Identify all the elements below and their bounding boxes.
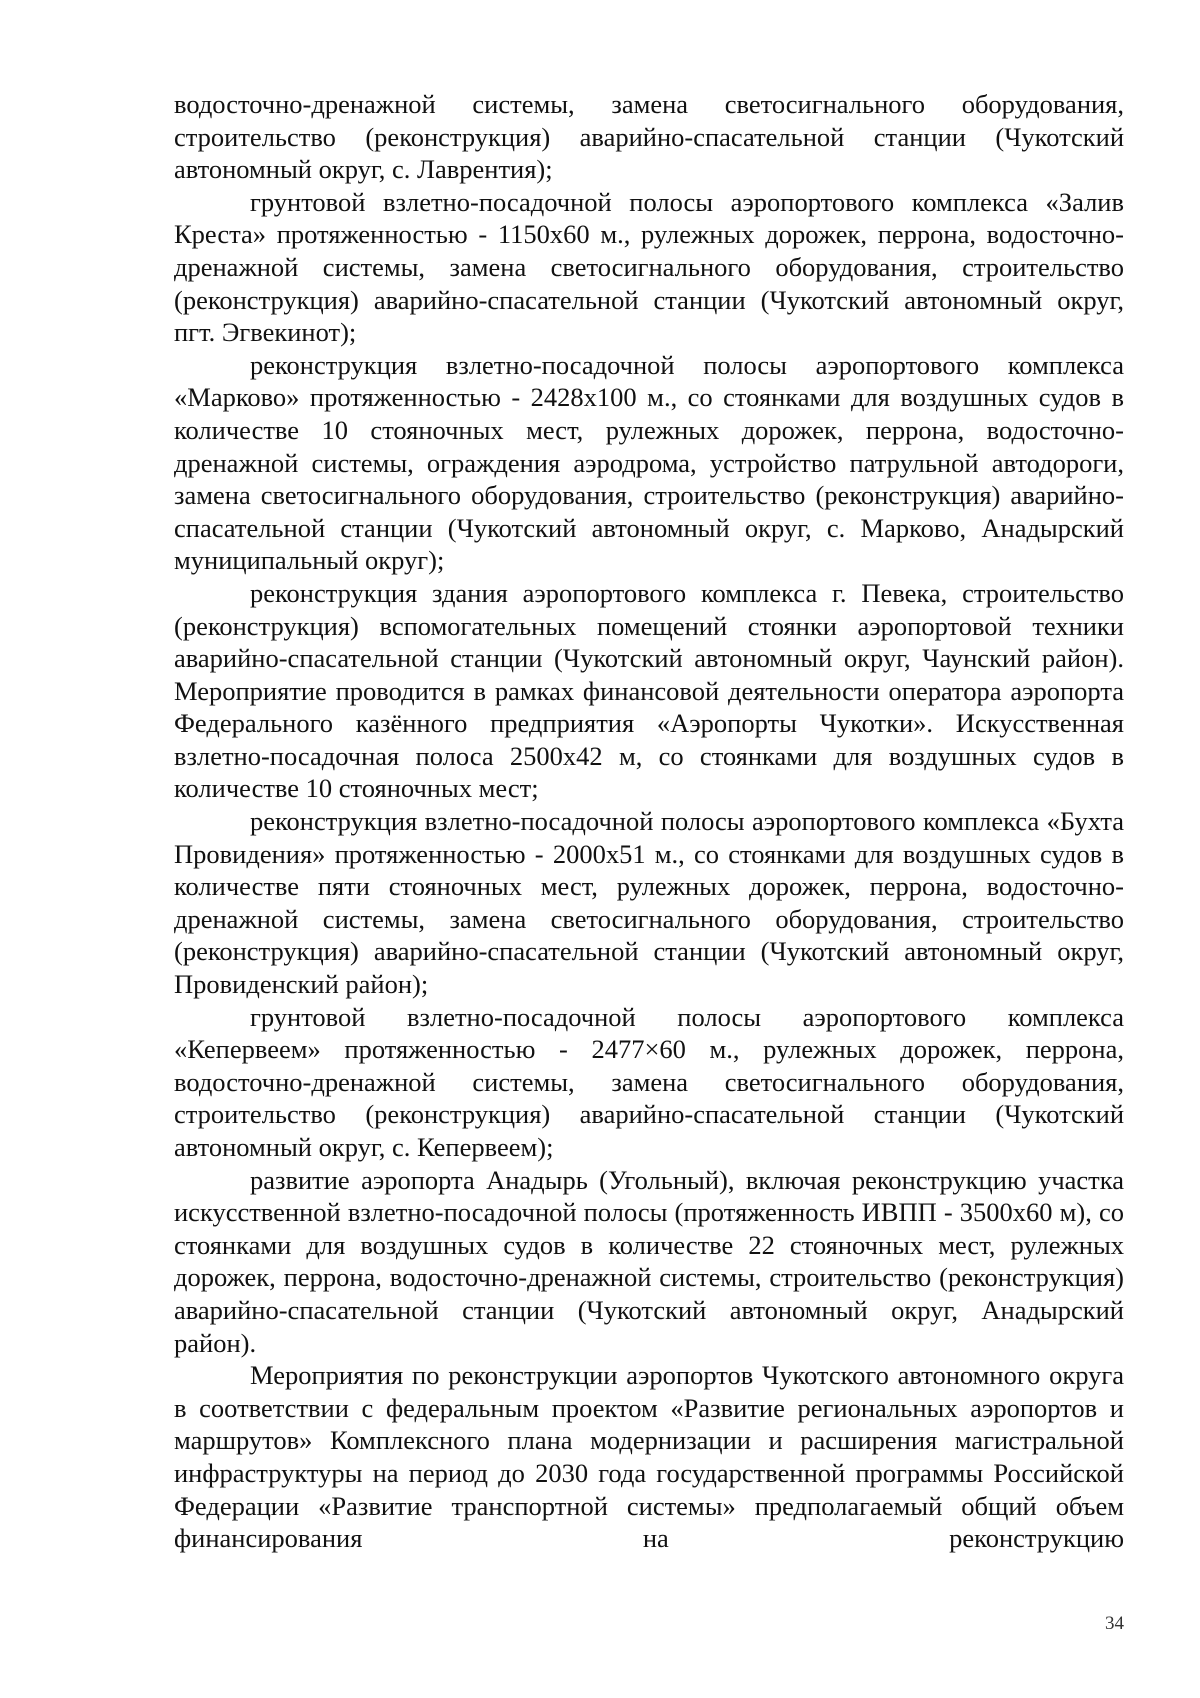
paragraph-pevek: реконструкция здания аэропортового комплекса г. Певека, строительство (реконструкция) вспомогательных помещений стоянки аэропортовой техники аварийно-спасательной станции (Чукотский автономный округ, Чаунский район). Мероприятие проводится в рамках финансовой деятельности оператора аэропорта Федерального казённого предприятия «Аэропорты Чукотки». Искусственная взлетно-посадочная полоса 2500х42 м, со стоянками для воздушных судов в количестве 10 стояночных мест; xyxy=(174,577,1124,804)
paragraph-bukhta-provideniya: реконструкция взлетно-посадочной полосы аэропортового комплекса «Бухта Провидения» протяженностью - 2000х51 м., со стоянками для воздушных судов в количестве пяти стояночных мест, рулежных дорожек, перрона, водосточно-дренажной системы, замена светосигнального оборудования, строительство (реконструкция) аварийно-спасательной станции (Чукотский автономный округ, Провиденский район); xyxy=(174,806,1124,1000)
paragraph-zaliv-kresta: грунтовой взлетно-посадочной полосы аэропортового комплекса «Залив Креста» протяженностью - 1150х60 м., рулежных дорожек, перрона, водосточно-дренажной системы, замена светосигнального оборудования, строительство (реконструкция) аварийно-спасательной станции (Чукотский автономный округ, пгт. Эгвекинот); xyxy=(174,186,1124,348)
paragraph-markovo: реконструкция взлетно-посадочной полосы аэропортового комплекса «Марково» протяженностью - 2428х100 м., со стоянками для воздушных судов в количестве 10 стояночных мест, рулежных дорожек, перрона, водосточно-дренажной системы, ограждения аэродрома, устройство патрульной автодороги, замена светосигнального оборудования, строительство (реконструкция) аварийно-спасательной станции (Чукотский автономный округ, с. Марково, Анадырский муниципальный округ); xyxy=(174,349,1124,576)
page-number: 34 xyxy=(1105,1613,1124,1634)
body-text xyxy=(174,88,1124,1555)
paragraph-financing: Мероприятия по реконструкции аэропортов Чукотского автономного округа в соответствии с федеральным проектом «Развитие региональных аэропортов и маршрутов» Комплексного плана модернизации и расширения магистральной инфраструктуры на период до 2030 года государственной программы Российской Федерации «Развитие транспортной системы» предполагаемый общий объем финансирования на реконструкцию xyxy=(174,1360,1124,1554)
paragraph-keperveem: грунтовой взлетно-посадочной полосы аэропортового комплекса «Кепервеем» протяженностью - 2477×60 м., рулежных дорожек, перрона, водосточно-дренажной системы, замена светосигнального оборудования, строительство (реконструкция) аварийно-спасательной станции (Чукотский автономный округ, с. Кепервеем); xyxy=(174,1001,1124,1162)
paragraph-anadyr: развитие аэропорта Анадырь (Угольный), включая реконструкцию участка искусственной взлетно-посадочной полосы (протяженность ИВПП - 3500х60 м), со стоянками для воздушных судов в количестве 22 стояночных мест, рулежных дорожек, перрона, водосточно-дренажной системы, строительство (реконструкция) аварийно-спасательной станции (Чукотский автономный округ, Анадырский район). xyxy=(174,1164,1124,1358)
paragraph-lavrentiya-continuation: водосточно-дренажной системы, замена светосигнального оборудования, строительство (реконструкция) аварийно-спасательной станции (Чукотский автономный округ, с. Лаврентия); xyxy=(174,89,1124,185)
